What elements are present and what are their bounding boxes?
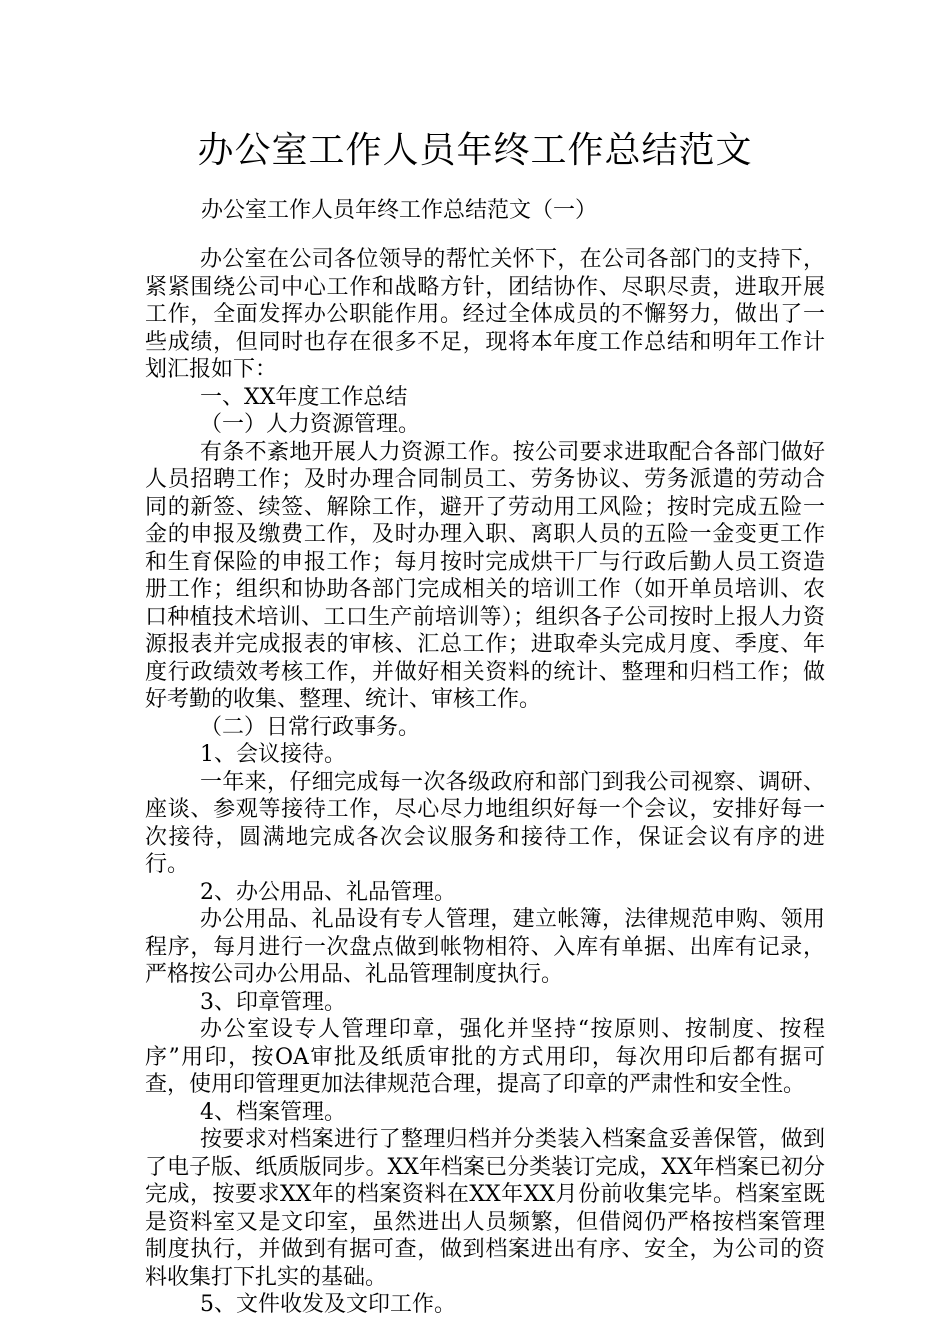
body-paragraph: 按要求对档案进行了整理归档并分类装入档案盒妥善保管，做到了电子版、纸质版同步。XX年档案已分类装订完成，XX年档案已初分完成，按要求XX年的档案资料在XX年XX月份前收集完毕。档案室既是资料室又是文印室，虽然进出人员频繁，但借阅仍严格按档案管理制度执行，并做到有据可查，做到档案进出有序、安全，为公司的资料收集打下扎实的基础。 [145, 1127, 825, 1290]
intro-paragraph: 办公室在公司各位领导的帮忙关怀下，在公司各部门的支持下，紧紧围绕公司中心工作和战略方针，团结协作、尽职尽责，进取开展工作，全面发挥办公职能作用。经过全体成员的不懈努力，做出了一些成绩，但同时也存在很多不足，现将本年度工作总结和明年工作计划汇报如下： [145, 247, 825, 382]
item-heading: 2、办公用品、礼品管理。 [200, 879, 456, 905]
item-heading: 3、印章管理。 [200, 989, 346, 1015]
subsection-heading: （一）人力资源管理。 [200, 412, 421, 437]
body-paragraph: 办公用品、礼品设有专人管理，建立帐簿，法律规范申购、领用程序，每月进行一次盘点做到帐物相符、入库有单据、出库有记录，严格按公司办公用品、礼品管理制度执行。 [145, 907, 825, 987]
subsection-heading: （二）日常行政事务。 [200, 714, 421, 740]
item-heading: 4、档案管理。 [200, 1099, 346, 1125]
item-heading: 5、文件收发及文印工作。 [200, 1292, 456, 1317]
body-paragraph: 办公室设专人管理印章，强化并坚持“按原则、按制度、按程序”用印，按OA审批及纸质审批的方式用印，每次用印后都有据可查，使用印管理更加法律规范合理，提高了印章的严肃性和安全性。 [145, 1017, 825, 1097]
document-body [145, 246, 825, 1319]
body-paragraph: 一年来，仔细完成每一次各级政府和部门到我公司视察、调研、座谈、参观等接待工作，尽心尽力地组织好每一个会议，安排好每一次接待，圆满地完成各次会议服务和接待工作，保证会议有序的进行。 [145, 769, 825, 877]
section-heading: 一、XX年度工作总结 [200, 384, 408, 410]
body-paragraph: 有条不紊地开展人力资源工作。按公司要求进取配合各部门做好人员招聘工作；及时办理合同制员工、劳务协议、劳务派遣的劳动合同的新签、续签、解除工作，避开了劳动用工风险；按时完成五险一金的申报及缴费工作，及时办理入职、离职人员的五险一金变更工作和生育保险的申报工作；每月按时完成烘干厂与行政后勤人员工资造册工作；组织和协助各部门完成相关的培训工作（如开单员培训、农口种植技术培训、工口生产前培训等）；组织各子公司按时上报人力资源报表并完成报表的审核、汇总工作；进取牵头完成月度、季度、年度行政绩效考核工作，并做好相关资料的统计、整理和归档工作；做好考勤的收集、整理、统计、审核工作。 [145, 439, 825, 712]
document-title: 办公室工作人员年终工作总结范文 [197, 130, 753, 171]
document-subtitle: 办公室工作人员年终工作总结范文（一） [201, 198, 598, 223]
item-heading: 1、会议接待。 [200, 742, 346, 767]
